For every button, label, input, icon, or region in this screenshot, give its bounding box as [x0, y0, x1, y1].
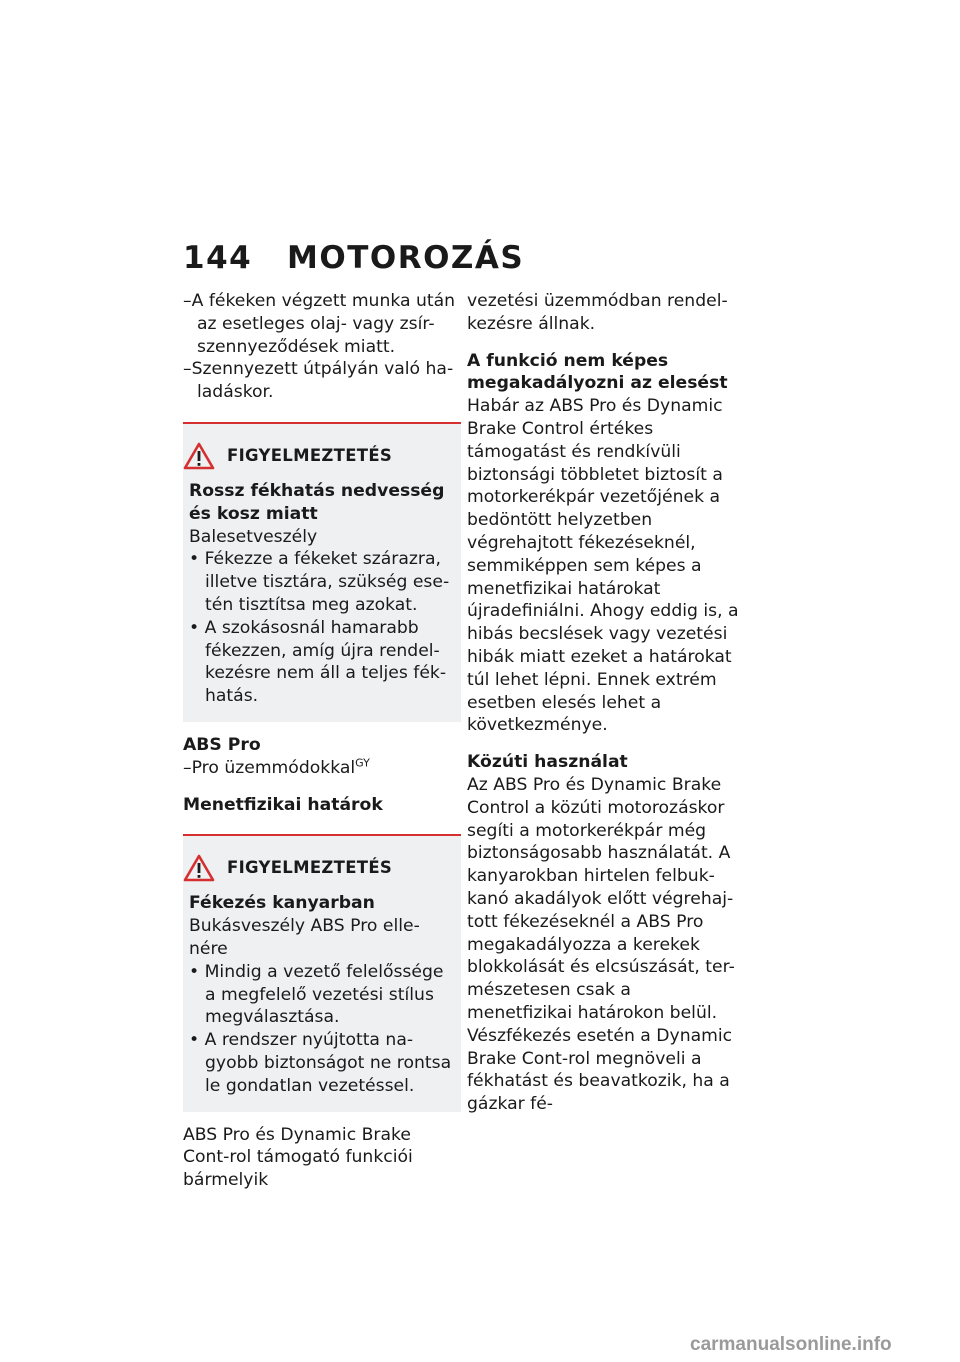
watermark: carmanualsonline.info [690, 1334, 892, 1355]
page-header [183, 240, 524, 276]
warning2-bullet-1: • Mindig a vezető felelőssége a megfelelő vezetési stílus megválasztása. [189, 961, 444, 1028]
warning-label-1: FIGYELMEZTETÉS [227, 445, 393, 465]
continuation-paragraph: vezetési üzemmódban rendel-kezésre állnak. [467, 291, 728, 334]
section-body-road-use: Az ABS Pro és Dynamic Brake Control a közúti motorozáskor segíti a motorkerékpár még biztonságosabb használatát. A kanyarokban hirtelen felbuk-kanó akadályok előtt végrehaj-tott fékezéseknél a ABS Pro megakadályozza a kerekek blokkolását és elcsúszását, ter-mészetesen csak a menetfizikai határokon belül. Vészfékezés esetén a Dynamic Brake Cont-rol megnöveli a fékhatást és beavatkozik, ha a gázkar fé- [467, 774, 735, 1115]
warning1-bullet-2: • A szokásosnál hamarabb fékezzen, amíg újra rendel-kezésre nem áll a teljes fék-hatás. [189, 617, 447, 707]
warning-label-2: FIGYELMEZTETÉS [227, 857, 393, 877]
section-heading-fall: A funkció nem képes megakadályozni az elesést [467, 350, 728, 394]
warning-heading-2: Fékezés kanyarban [189, 893, 375, 914]
section-body-fall: Habár az ABS Pro és Dynamic Brake Control értékes támogatást és rendkívüli biztonsági többletet biztosít a motorkerékpár vezetőjének a bedöntött helyzetben végrehajtott fékezéseknél, semmiképpen sem képes a menetfizikai határokat újradefiniálni. Ahogy eddig is, a hibás becslések vagy vezetési hibák miatt ezeket a határokat túl lehet lépni. Ennek extrém esetben elesés lehet a következménye. [467, 396, 739, 736]
left-column [183, 290, 461, 1192]
warning2-bullet-2: • A rendszer nyújtotta na-gyobb biztonságot ne rontsa le gondatlan vezetéssel. [189, 1030, 452, 1096]
abs-pro-heading: ABS Pro [183, 734, 261, 755]
warning-heading-1: Rossz fékhatás nedvesség és kosz miatt [189, 480, 445, 524]
intro-item-2: –Szennyezett útpályán való ha-ladáskor. [183, 359, 454, 403]
warning-box-1 [183, 422, 461, 722]
page-number: 144 [183, 240, 253, 276]
page-title: MOTOROZÁS [287, 240, 525, 276]
warning-triangle-icon [183, 854, 215, 882]
warning-triangle-icon [183, 442, 215, 470]
warning-title-1 [189, 442, 453, 470]
section-heading-road-use: Közúti használat [467, 752, 628, 773]
intro-item-1: –A fékeken végzett munka után az esetleges olaj- vagy zsír-szennyeződések miatt. [183, 291, 456, 357]
closing-paragraph: ABS Pro és Dynamic Brake Cont-rol támogató funkciói bármelyik [183, 1124, 413, 1191]
warning-subtitle-2: Bukásveszély ABS Pro elle-nére [189, 916, 420, 959]
right-column [467, 290, 739, 1116]
warning-subtitle-1: Balesetveszély [189, 526, 318, 547]
warning1-bullet-1: • Fékezze a fékeket szárazra, illetve tisztára, szükség ese-tén tisztítsa meg azokat. [189, 549, 450, 615]
warning-box-2 [183, 834, 461, 1111]
limits-heading: Menetfizikai határok [183, 794, 383, 815]
abs-pro-item [183, 757, 461, 780]
warning-title-2 [189, 854, 453, 882]
abs-pro-item-sup: GY [355, 756, 370, 770]
abs-pro-item-text: –Pro üzemmódokkal [183, 757, 356, 778]
